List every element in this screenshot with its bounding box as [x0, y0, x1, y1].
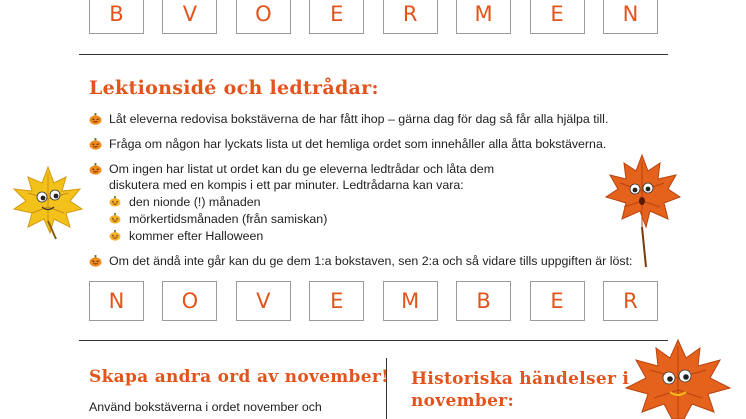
bullet-text-continued: diskutera med en kompis i ett par minuter. Ledtrådarna kan vara:	[109, 178, 464, 192]
bullet-text: Fråga om någon har lyckats lista ut det hemliga ordet som innehåller alla åtta bokstäverna.	[109, 137, 607, 151]
answer-letter-row	[89, 281, 658, 321]
letter-box: M	[456, 0, 511, 34]
letter-box: E	[530, 0, 585, 34]
divider	[79, 54, 668, 55]
section-text: Använd bokstäverna i ordet november och	[89, 400, 322, 414]
bullet-text: Om ingen har listat ut ordet kan du ge eleverna ledtrådar och låta dem	[109, 162, 495, 176]
scrambled-letter-row	[89, 0, 658, 34]
pumpkin-icon	[89, 255, 102, 267]
pumpkin-icon	[109, 230, 121, 241]
list-item	[89, 161, 494, 193]
clue-text: kommer efter Halloween	[129, 229, 264, 243]
heading-line: november:	[411, 391, 515, 411]
bullet-text: Låt eleverna redovisa bokstäverna de har fått ihop – gärna dag för dag så får alla hjälpa till.	[109, 112, 609, 126]
letter-box: N	[89, 281, 144, 321]
list-item	[89, 111, 608, 127]
clue-text: mörkertidsmånaden (från samiskan)	[129, 212, 328, 226]
letter-box: N	[603, 0, 658, 34]
section-heading-lektionside: Lektionsidé och ledtrådar:	[89, 77, 379, 99]
clue-text: den nionde (!) månaden	[129, 195, 261, 209]
orange-maple-leaf-icon	[602, 153, 682, 269]
yellow-maple-leaf-icon	[8, 163, 86, 243]
letter-box: O	[236, 0, 291, 34]
letter-box: E	[309, 0, 364, 34]
pumpkin-icon	[89, 163, 102, 175]
letter-box: E	[530, 281, 585, 321]
bullet-text: Om det ändå inte går kan du ge dem 1:a bokstaven, sen 2:a och så vidare tills uppgiften är löst:	[109, 254, 633, 268]
letter-box: R	[383, 0, 438, 34]
letter-box: M	[383, 281, 438, 321]
clue-item	[109, 194, 261, 210]
pumpkin-icon	[89, 113, 102, 125]
pumpkin-icon	[109, 213, 121, 224]
letter-box: O	[162, 281, 217, 321]
orange-maple-leaf-icon	[612, 338, 746, 419]
pumpkin-icon	[109, 196, 121, 207]
list-item	[89, 253, 632, 269]
section-heading-skapa-ord: Skapa andra ord av november!	[89, 367, 389, 387]
list-item	[89, 136, 606, 152]
letter-box: R	[603, 281, 658, 321]
letter-box: V	[162, 0, 217, 34]
clue-item	[109, 228, 263, 244]
heading-line: Historiska händelser i	[411, 369, 630, 389]
letter-box: B	[456, 281, 511, 321]
letter-box: B	[89, 0, 144, 34]
pumpkin-icon	[89, 138, 102, 150]
clue-item	[109, 211, 327, 227]
letter-box: V	[236, 281, 291, 321]
section-heading-historiska	[411, 368, 631, 412]
letter-box: E	[309, 281, 364, 321]
divider	[79, 340, 668, 341]
